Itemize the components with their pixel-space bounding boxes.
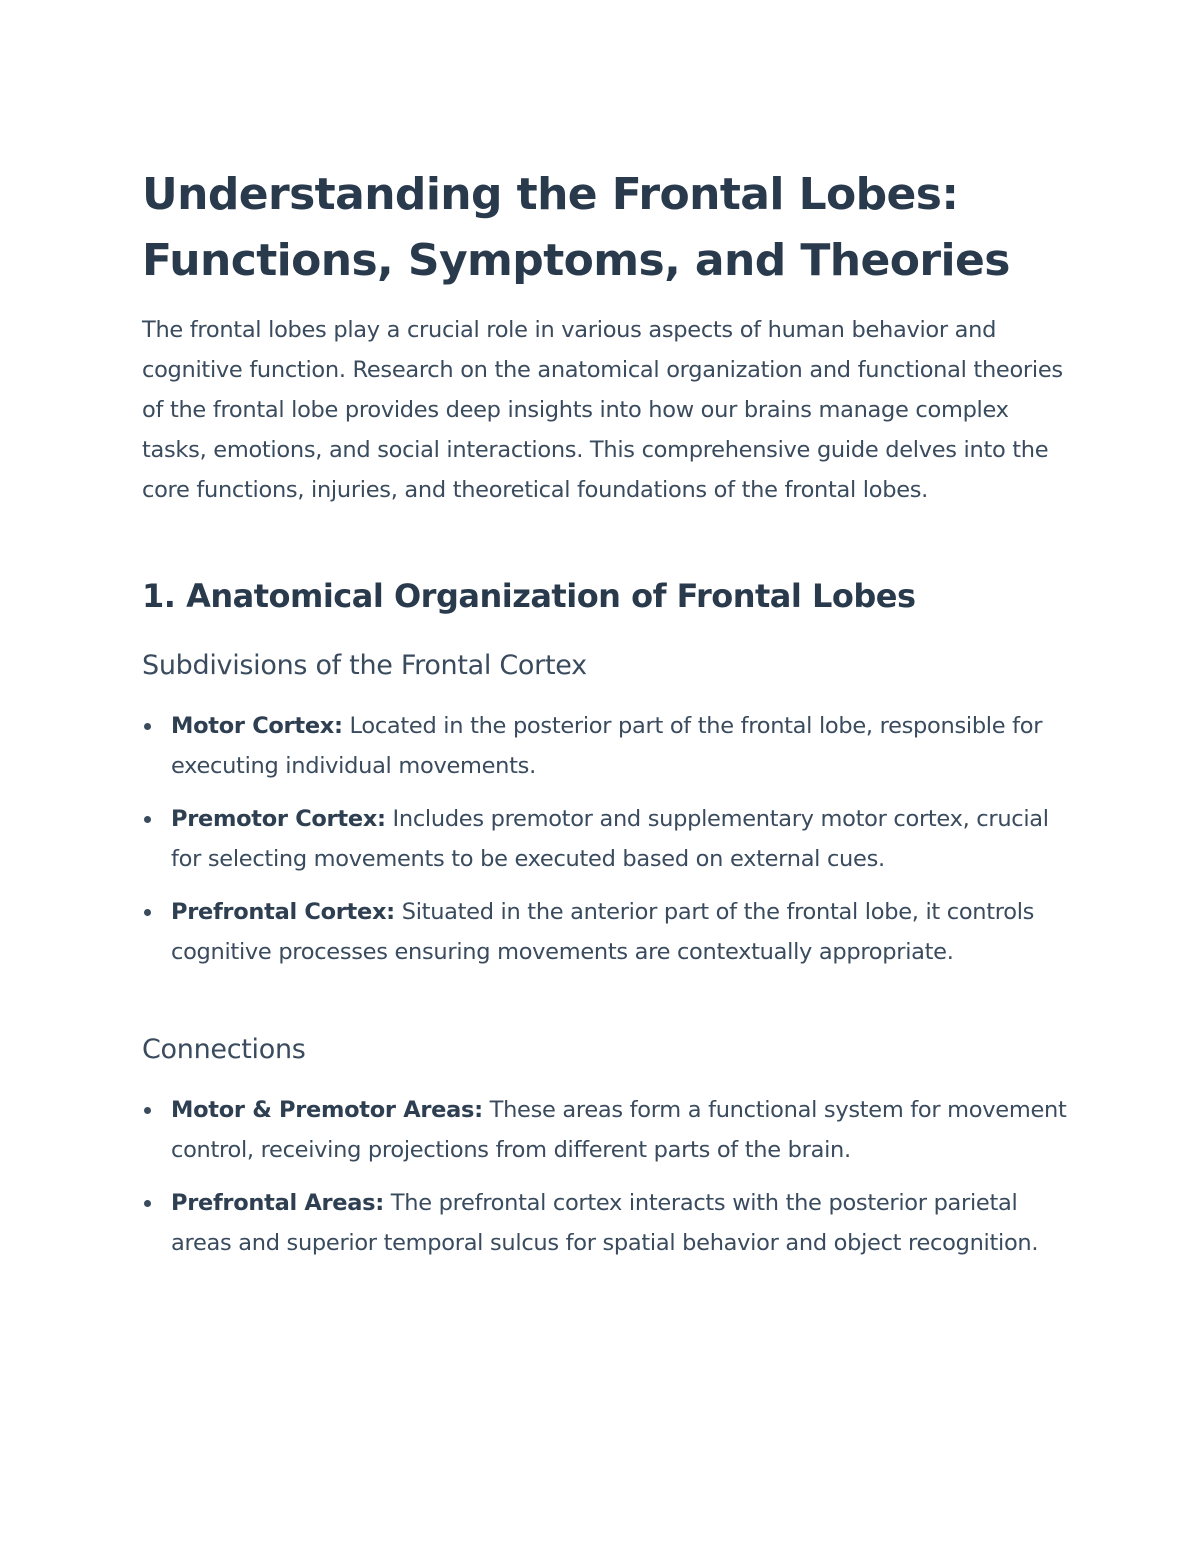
term-label: Motor & Premotor Areas: [171, 1097, 483, 1123]
bullet-icon [144, 1107, 151, 1114]
term-label: Premotor Cortex: [171, 806, 386, 832]
bullet-icon [144, 909, 151, 916]
subheading-connections: Connections [142, 1034, 306, 1065]
term-label: Prefrontal Areas: [171, 1190, 384, 1216]
term-description: Located in the posterior part of the frontal lobe, responsible for executing individual movements. [171, 713, 1043, 779]
bullet-icon [144, 1200, 151, 1207]
term-label: Prefrontal Cortex: [171, 899, 395, 925]
connections-list [142, 1090, 1072, 1276]
bullet-icon [144, 816, 151, 823]
subheading-subdivisions: Subdivisions of the Frontal Cortex [142, 650, 587, 681]
term-description: Includes premotor and supplementary motor cortex, crucial for selecting movements to be executed based on external cues. [171, 806, 1049, 872]
term-label: Motor Cortex: [171, 713, 343, 739]
term-description: The prefrontal cortex interacts with the posterior parietal areas and superior temporal sulcus for spatial behavior and object recognition. [171, 1190, 1039, 1256]
bullet-icon [144, 723, 151, 730]
section-heading-anatomical-organization: 1. Anatomical Organization of Frontal Lobes [142, 577, 916, 615]
list-item-prefrontal-cortex [142, 892, 1072, 972]
list-item-motor-premotor-areas [142, 1090, 1072, 1170]
term-description: Situated in the anterior part of the frontal lobe, it controls cognitive processes ensuring movements are contextually appropriate. [171, 899, 1035, 965]
list-item-premotor-cortex [142, 799, 1072, 879]
document-title: Understanding the Frontal Lobes: Functions, Symptoms, and Theories [142, 169, 1010, 286]
term-description: These areas form a functional system for movement control, receiving projections from different parts of the brain. [171, 1097, 1067, 1163]
list-item-motor-cortex [142, 706, 1072, 786]
list-item-prefrontal-areas [142, 1183, 1072, 1263]
intro-paragraph: The frontal lobes play a crucial role in various aspects of human behavior and cognitive function. Research on the anatomical organization and functional theories of the frontal lobe provides deep insights into how our brains manage complex tasks, emotions, and social interactions. This comprehensive guide delves into the core functions, injuries, and theoretical foundations of the frontal lobes. [142, 317, 1063, 503]
subdivisions-list [142, 706, 1072, 985]
